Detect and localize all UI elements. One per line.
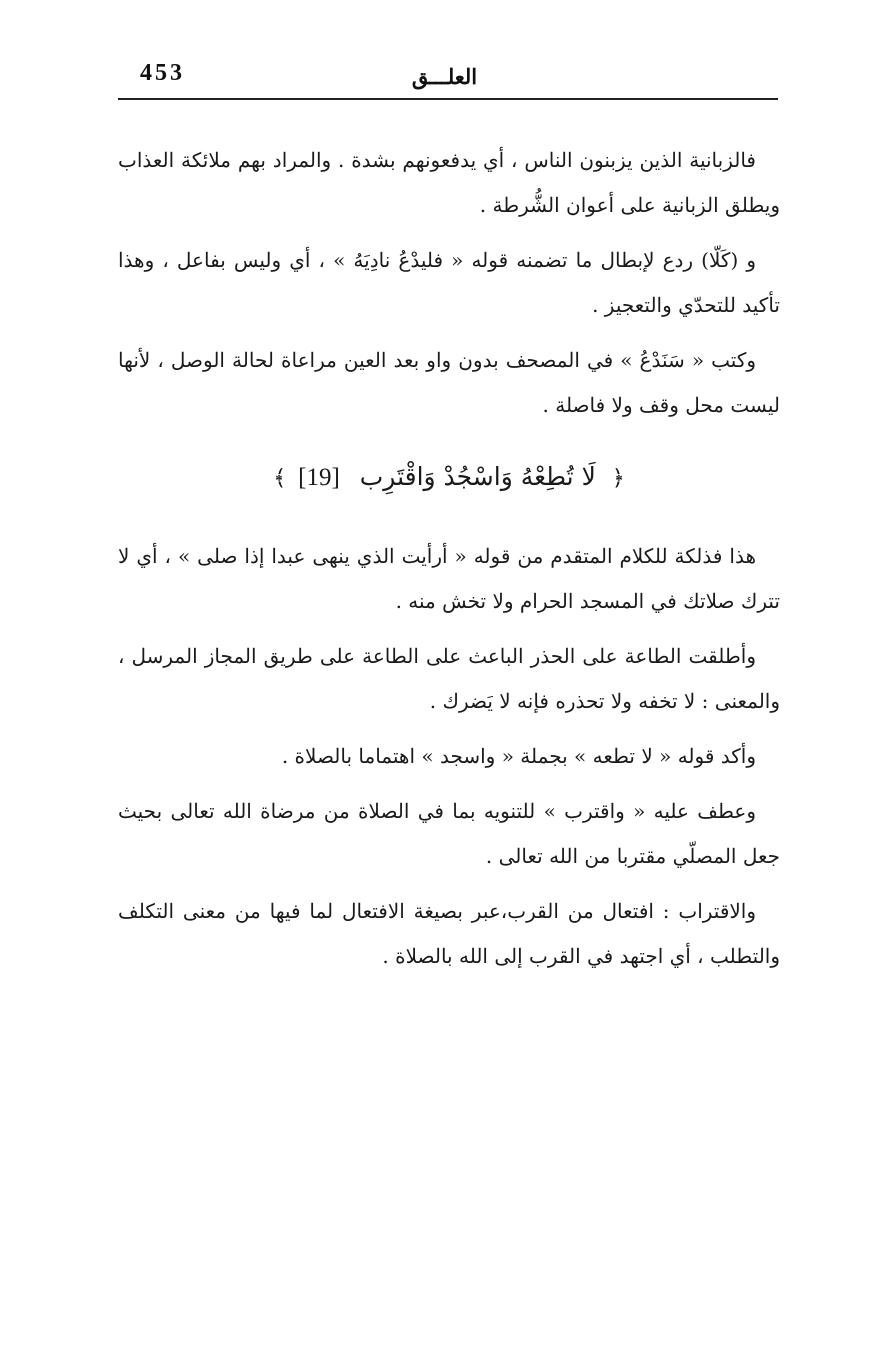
paragraph: وكتب « سَنَدْعُ » في المصحف بدون واو بعد العين مراعاة لحالة الوصل ، لأنها ليست محل وقف ولا فاصلة . bbox=[118, 348, 780, 417]
verse-number: [19] bbox=[298, 464, 340, 491]
header-rule bbox=[118, 98, 778, 100]
page-body bbox=[118, 138, 780, 989]
paragraph: وأطلقت الطاعة على الحذر الباعث على الطاعة على طريق المجاز المرسل ، والمعنى : لا تخفه ولا تحذره فإنه لا يَضرك . bbox=[118, 644, 780, 713]
verse-open-bracket: ﴿ bbox=[611, 466, 625, 491]
running-title: العلـــق bbox=[411, 64, 478, 89]
paragraph: و (كَلّا) ردع لإبطال ما تضمنه قوله « فليدْعُ نادِيَهُ » ، أي وليس بفاعل ، وهذا تأكيد للتحدّي والتعجيز . bbox=[118, 248, 780, 317]
quran-verse bbox=[118, 452, 780, 504]
page-number: 453 bbox=[140, 60, 185, 86]
paragraph: فالزبانية الذين يزبنون الناس ، أي يدفعونهم بشدة . والمراد بهم ملائكة العذاب ويطلق الزبانية على أعوان الشُّرطة . bbox=[118, 148, 780, 217]
paragraph: وعطف عليه « واقترب » للتنويه بما في الصلاة من مرضاة الله تعالى بحيث جعل المصلّي مقتربا من الله تعالى . bbox=[118, 799, 780, 868]
verse-text: لَا تُطِعْهُ وَاسْجُدْ وَاقْتَرِب bbox=[359, 462, 596, 491]
paragraph: والاقتراب : افتعال من القرب،عبر بصيغة الافتعال لما فيها من معنى التكلف والتطلب ، أي اجتهد في القرب إلى الله بالصلاة . bbox=[118, 899, 780, 968]
paragraph: هذا فذلكة للكلام المتقدم من قوله « أرأيت الذي ينهى عبدا إذا صلى » ، أي لا تترك صلاتك في المسجد الحرام ولا تخش منه . bbox=[118, 544, 780, 613]
paragraph: وأكد قوله « لا تطعه » بجملة « واسجد » اهتماما بالصلاة . bbox=[281, 744, 756, 768]
verse-close-bracket: ﴾ bbox=[273, 466, 287, 491]
